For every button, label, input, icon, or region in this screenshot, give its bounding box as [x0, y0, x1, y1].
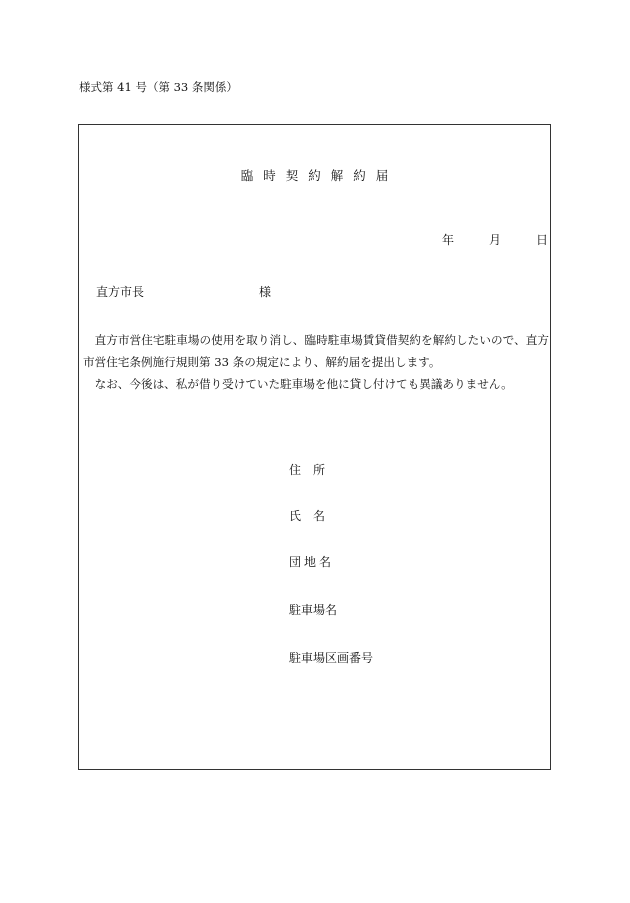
- address-field-label: 住所: [289, 463, 338, 477]
- addressee-name: 直方市長: [96, 285, 145, 299]
- name-field-label: 氏名: [289, 509, 338, 523]
- date-day-label: 日: [536, 233, 549, 247]
- complex-name-field-label: 団地名: [289, 555, 335, 569]
- form-number: 様式第 41 号（第 33 条関係）: [79, 80, 238, 94]
- addressee-honorific: 様: [259, 285, 272, 299]
- body-paragraph-1: 直方市営住宅駐車場の使用を取り消し、臨時駐車場賃貸借契約を解約したいので、直方市営住宅条例施行規則第 33 条の規定により、解約届を提出します。: [83, 333, 549, 369]
- body-text: [83, 329, 549, 395]
- date-year-label: 年: [442, 233, 455, 247]
- date-month-label: 月: [489, 233, 502, 247]
- document-title: 臨時契約解約届: [240, 168, 399, 183]
- body-paragraph-2: なお、今後は、私が借り受けていた駐車場を他に貸し付けても異議ありません。: [94, 377, 513, 391]
- form-box: [78, 124, 551, 770]
- parking-name-field-label: 駐車場名: [289, 603, 338, 617]
- parking-space-number-field-label: 駐車場区画番号: [289, 651, 374, 665]
